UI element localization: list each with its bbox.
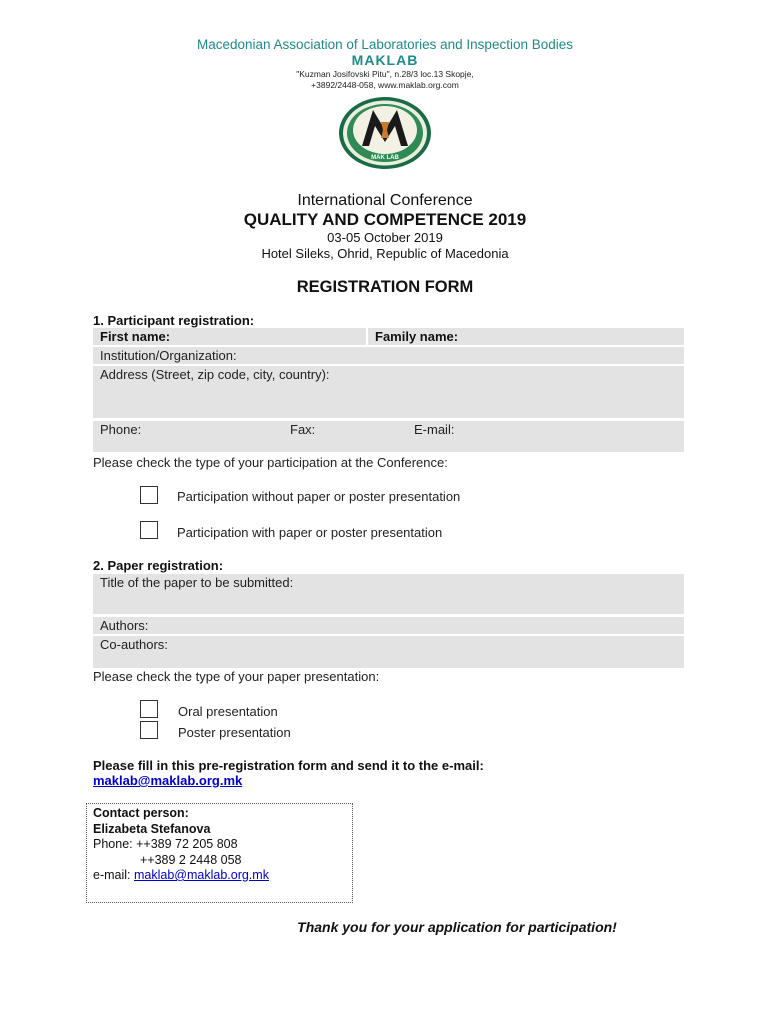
- contact-email-line: [93, 868, 346, 884]
- contact-fields-row: [93, 421, 684, 452]
- conference-label: International Conference: [297, 192, 473, 209]
- instructions-email-link[interactable]: maklab@maklab.org.mk: [93, 773, 243, 788]
- presentation-prompt: Please check the type of your paper presentation:: [93, 669, 380, 684]
- contact-email-link[interactable]: maklab@maklab.org.mk: [133, 868, 269, 882]
- address-line-1: "Kuzman Josifovski Pitu", n.28/3 loc.13 Skopje,: [296, 69, 474, 79]
- participation-without-paper-checkbox[interactable]: [140, 486, 158, 504]
- participation-prompt: Please check the type of your participation at the Conference:: [93, 455, 448, 470]
- coauthors-field[interactable]: Co-authors:: [93, 636, 684, 668]
- participation-without-paper-label: Participation without paper or poster presentation: [177, 489, 461, 504]
- conference-venue: Hotel Sileks, Ohrid, Republic of Macedonia: [261, 246, 509, 261]
- fax-field[interactable]: Fax:: [290, 422, 316, 437]
- contact-name: Elizabeta Stefanova: [93, 821, 211, 836]
- organization-address: [0, 69, 770, 91]
- participation-with-paper-checkbox[interactable]: [140, 521, 158, 539]
- thank-you-message: Thank you for your application for participation!: [297, 919, 617, 935]
- contact-phone-2: ++389 2 2448 058: [140, 852, 242, 867]
- contact-phone-label: Phone:: [93, 837, 137, 851]
- organization-name: Macedonian Association of Laboratories and Inspection Bodies: [197, 37, 573, 52]
- contact-label: Contact person:: [93, 806, 189, 820]
- oral-presentation-label: Oral presentation: [178, 704, 278, 719]
- address-field[interactable]: Address (Street, zip code, city, country):: [93, 366, 684, 418]
- family-name-field[interactable]: Family name:: [368, 328, 684, 345]
- oral-presentation-checkbox[interactable]: [140, 700, 158, 718]
- logo-text: MAK LAB: [371, 155, 399, 161]
- poster-presentation-checkbox[interactable]: [140, 721, 158, 739]
- poster-presentation-label: Poster presentation: [178, 725, 291, 740]
- email-field[interactable]: E-mail:: [414, 422, 455, 437]
- address-line-2: +3892/2448-058, www.maklab.org.com: [311, 80, 459, 90]
- contact-phone-line: [93, 837, 346, 853]
- instructions: [93, 758, 484, 788]
- institution-field[interactable]: Institution/Organization:: [93, 347, 684, 364]
- form-title: REGISTRATION FORM: [296, 278, 474, 296]
- participant-section-heading: 1. Participant registration:: [93, 313, 255, 328]
- contact-email-label: e-mail:: [93, 868, 134, 882]
- maklab-logo: [338, 96, 432, 170]
- phone-field[interactable]: Phone:: [100, 422, 142, 437]
- organization-acronym: MAKLAB: [351, 52, 419, 68]
- conference-dates: 03-05 October 2019: [327, 230, 443, 245]
- authors-field[interactable]: Authors:: [93, 617, 684, 634]
- first-name-field[interactable]: First name:: [93, 328, 366, 345]
- paper-section-heading: 2. Paper registration:: [93, 558, 224, 573]
- participation-with-paper-label: Participation with paper or poster presentation: [177, 525, 443, 540]
- instructions-text: Please fill in this pre-registration form and send it to the e-mail:: [93, 758, 484, 773]
- conference-title: QUALITY AND COMPETENCE 2019: [243, 210, 527, 229]
- contact-box: [86, 803, 353, 903]
- conference-details: [0, 230, 770, 262]
- paper-title-field[interactable]: Title of the paper to be submitted:: [93, 574, 684, 614]
- contact-phone-1: ++389 72 205 808: [136, 837, 238, 851]
